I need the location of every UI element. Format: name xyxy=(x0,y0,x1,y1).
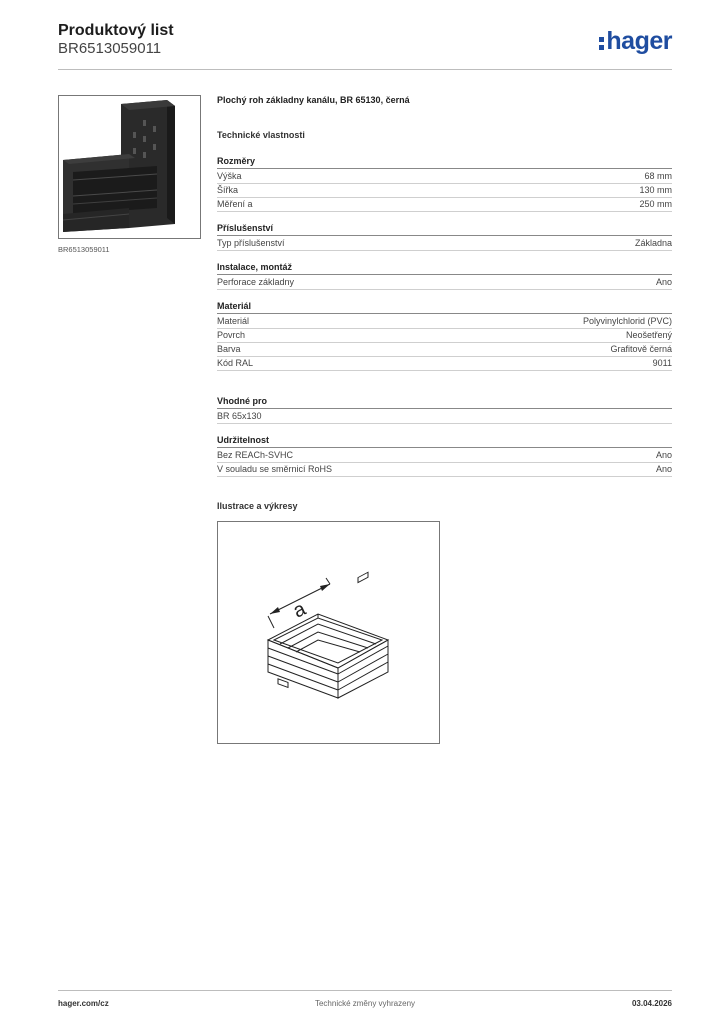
spec-value: Neošetřený xyxy=(625,330,672,340)
spec-label: BR 65x130 xyxy=(217,411,262,421)
spec-row xyxy=(217,343,672,357)
group-title-dimensions: Rozměry xyxy=(217,156,672,169)
spec-value: Polyvinylchlorid (PVC) xyxy=(582,316,672,326)
spec-row xyxy=(217,170,672,184)
spec-label: Perforace základny xyxy=(217,277,295,287)
spec-value: 130 mm xyxy=(639,185,672,195)
black-flat-corner-product-photo-icon xyxy=(59,96,200,238)
group-title-accessory: Příslušenství xyxy=(217,223,672,236)
hager-logo xyxy=(599,28,672,54)
spec-label: Materiál xyxy=(217,316,250,326)
hager-logo-text: hager xyxy=(606,26,672,55)
spec-label: Bez REACh-SVHC xyxy=(217,450,294,460)
section-technical-properties: Technické vlastnosti xyxy=(217,130,305,140)
document-title: Produktový list xyxy=(58,22,174,39)
product-name: Plochý roh základny kanálu, BR 65130, černá xyxy=(217,95,410,105)
spec-label: Kód RAL xyxy=(217,358,254,368)
spec-label: Výška xyxy=(217,171,242,181)
spec-row xyxy=(217,276,672,290)
footer-date: 03.04.2026 xyxy=(631,999,672,1008)
spec-row xyxy=(217,237,672,251)
spec-value: 9011 xyxy=(652,358,672,368)
spec-row xyxy=(217,357,672,371)
spec-label: Šířka xyxy=(217,185,239,195)
footer-disclaimer: Technické změny vyhrazeny xyxy=(314,999,416,1008)
spec-value: Ano xyxy=(655,464,672,474)
spec-value: Základna xyxy=(634,238,672,248)
spec-label: Povrch xyxy=(217,330,246,340)
spec-label: Barva xyxy=(217,344,241,354)
dimension-label-a: a xyxy=(289,597,310,623)
group-title-material: Materiál xyxy=(217,301,672,314)
product-photo-caption: BR6513059011 xyxy=(58,245,110,254)
spec-value: 250 mm xyxy=(639,199,672,209)
section-illustrations: Ilustrace a výkresy xyxy=(217,501,298,511)
spec-label: Měření a xyxy=(217,199,253,209)
footer-website-link[interactable]: hager.com/cz xyxy=(58,999,109,1008)
spec-row xyxy=(217,315,672,329)
spec-value: Ano xyxy=(655,450,672,460)
spec-value: 68 mm xyxy=(644,171,672,181)
spec-row xyxy=(217,463,672,477)
spec-value: Ano xyxy=(655,277,672,287)
flat-corner-line-drawing-icon xyxy=(218,522,439,743)
page-header xyxy=(58,22,672,70)
spec-row xyxy=(217,198,672,212)
group-title-suitable-for: Vhodné pro xyxy=(217,396,672,409)
spec-label: Typ příslušenství xyxy=(217,238,285,248)
group-title-sustainability: Udržitelnost xyxy=(217,435,672,448)
technical-drawing xyxy=(217,521,440,744)
product-photo xyxy=(58,95,201,239)
spec-row xyxy=(217,410,672,424)
document-product-code: BR6513059011 xyxy=(58,40,162,57)
page-footer xyxy=(58,990,672,1010)
spec-row xyxy=(217,449,672,463)
spec-row xyxy=(217,184,672,198)
spec-label: V souladu se směrnicí RoHS xyxy=(217,464,333,474)
group-title-installation: Instalace, montáž xyxy=(217,262,672,275)
spec-value: Grafitově černá xyxy=(610,344,672,354)
hager-logo-mark-icon xyxy=(599,37,604,50)
spec-row xyxy=(217,329,672,343)
